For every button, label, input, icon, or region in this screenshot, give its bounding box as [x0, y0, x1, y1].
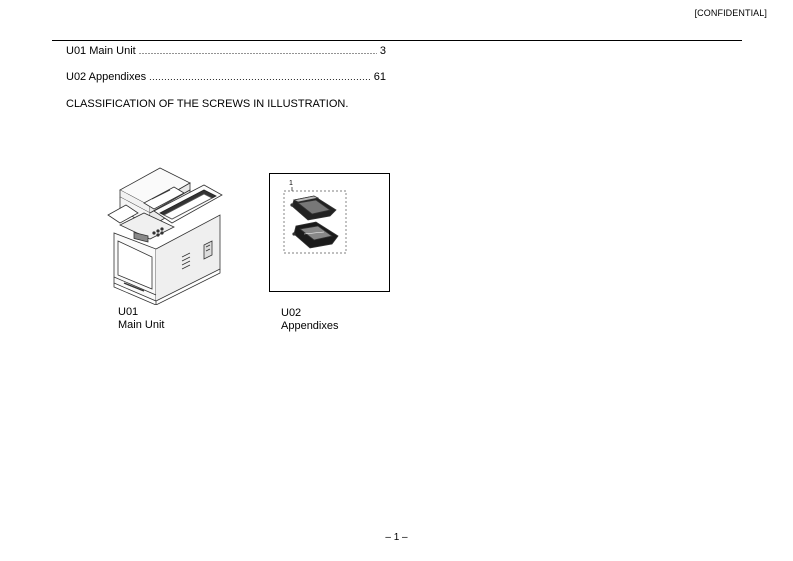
toc-entry-page: 61: [373, 71, 386, 83]
page-number: – 1 –: [385, 532, 408, 543]
callout-number: 1: [289, 180, 293, 187]
toc-entry-appendixes[interactable]: [66, 71, 386, 83]
figure-code: U01: [118, 306, 139, 318]
appendixes-figure-frame: [269, 173, 390, 292]
toc-entry-main-unit[interactable]: [66, 45, 386, 57]
figure-code: U02: [281, 307, 302, 319]
toc-entry-label: U01 Main Unit: [66, 45, 136, 57]
toc-entry-label: U02 Appendixes: [66, 71, 147, 83]
section-heading: CLASSIFICATION OF THE SCREWS IN ILLUSTRATION.: [66, 98, 349, 110]
figure-caption-main-unit: [118, 306, 164, 332]
figure-name: Appendixes: [281, 320, 339, 332]
printer-illustration-icon: [104, 165, 228, 305]
toner-cartridge-icon: [291, 196, 336, 220]
toc-leader-dots: [139, 46, 377, 56]
toc-entry-page: 3: [379, 45, 386, 57]
figure-name: Main Unit: [118, 319, 165, 331]
header-divider: [52, 40, 742, 41]
toc-leader-dots: [149, 72, 371, 82]
drum-unit-icon: [293, 222, 338, 248]
confidential-label: [CONFIDENTIAL]: [694, 8, 767, 18]
figure-caption-appendixes: [281, 307, 339, 333]
